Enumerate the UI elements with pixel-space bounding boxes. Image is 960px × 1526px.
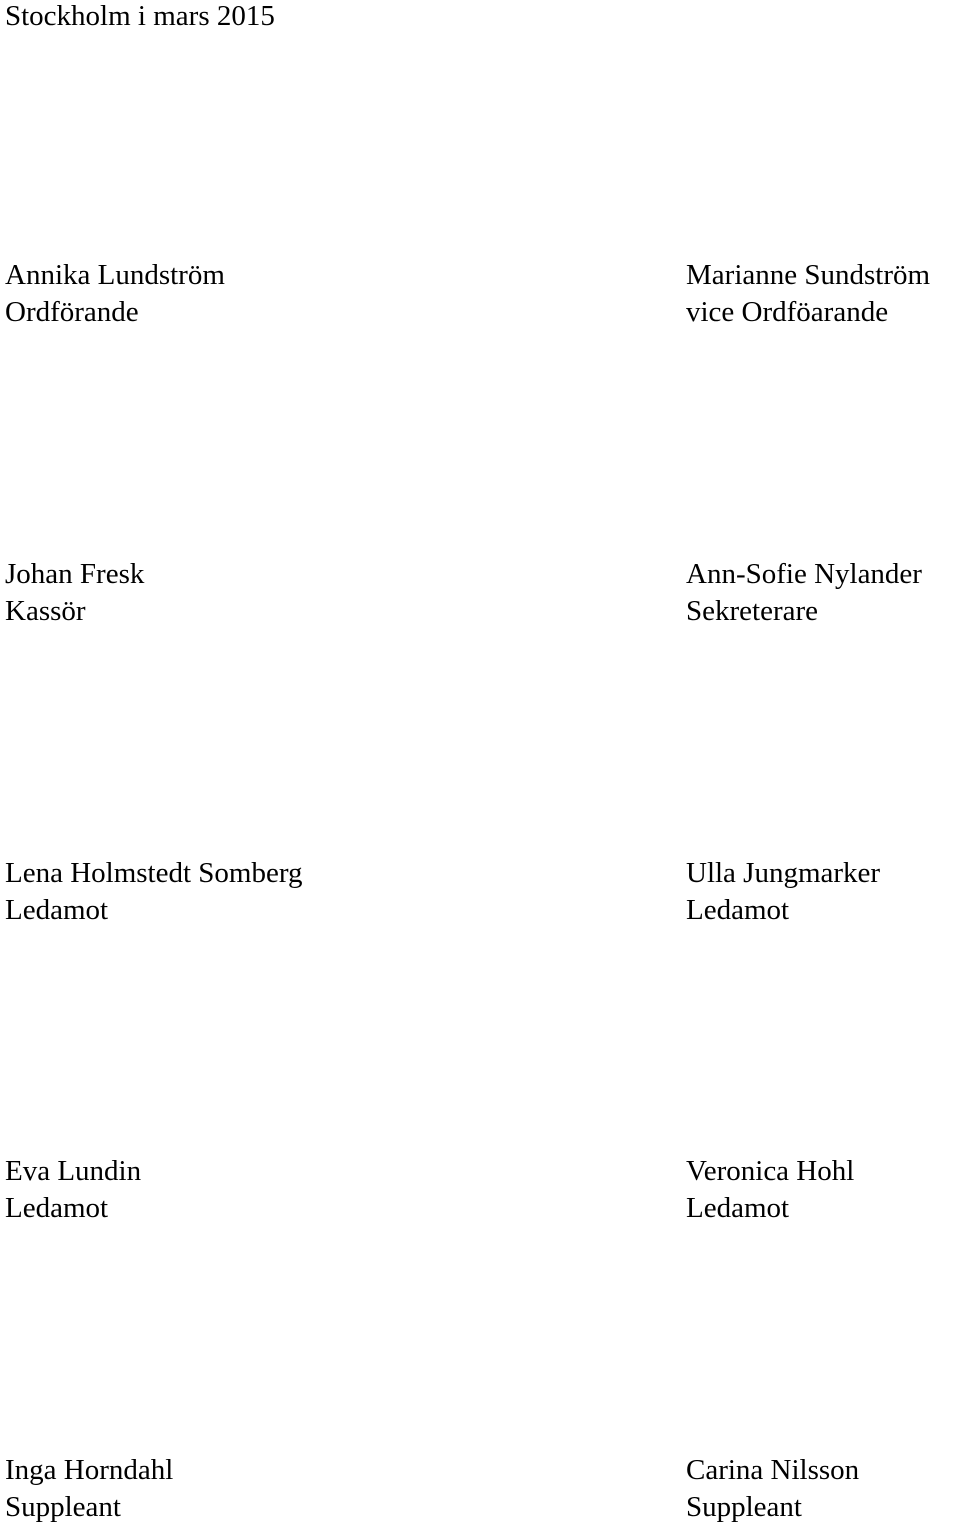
signatory-block bbox=[5, 1452, 305, 1526]
signatory-block bbox=[686, 1452, 958, 1526]
signatory-block bbox=[686, 1153, 958, 1227]
signatory-block bbox=[5, 556, 305, 630]
signatory-block bbox=[686, 556, 958, 630]
signatory-block bbox=[5, 257, 305, 331]
signatory-block bbox=[686, 257, 958, 331]
place-and-date: Stockholm i mars 2015 bbox=[5, 0, 275, 32]
signatory-role: Kassör bbox=[5, 595, 86, 627]
signatory-name: Inga Horndahl bbox=[5, 1454, 174, 1486]
signatory-name: Carina Nilsson bbox=[686, 1454, 860, 1486]
signatory-role: Ledamot bbox=[686, 894, 790, 926]
signatory-block bbox=[5, 855, 305, 929]
signatory-name: Ann-Sofie Nylander bbox=[686, 558, 922, 590]
signatory-name: Ulla Jungmarker bbox=[686, 857, 881, 889]
signatory-role: Ledamot bbox=[5, 1192, 109, 1224]
signatory-name: Lena Holmstedt Somberg bbox=[5, 857, 303, 889]
signatory-role: Sekreterare bbox=[686, 595, 819, 627]
signatory-name: Eva Lundin bbox=[5, 1155, 142, 1187]
signatory-role: vice Ordföarande bbox=[686, 296, 889, 328]
signatory-block bbox=[686, 855, 958, 929]
signatory-name: Veronica Hohl bbox=[686, 1155, 855, 1187]
signatory-role: Ledamot bbox=[686, 1192, 790, 1224]
signatory-role: Ordförande bbox=[5, 296, 139, 328]
signatory-block bbox=[5, 1153, 305, 1227]
signatory-name: Annika Lundström bbox=[5, 259, 225, 291]
signatory-role: Suppleant bbox=[5, 1491, 121, 1523]
signatory-role: Suppleant bbox=[686, 1491, 802, 1523]
signatory-name: Johan Fresk bbox=[5, 558, 145, 590]
signatory-name: Marianne Sundström bbox=[686, 259, 931, 291]
signatory-role: Ledamot bbox=[5, 894, 109, 926]
